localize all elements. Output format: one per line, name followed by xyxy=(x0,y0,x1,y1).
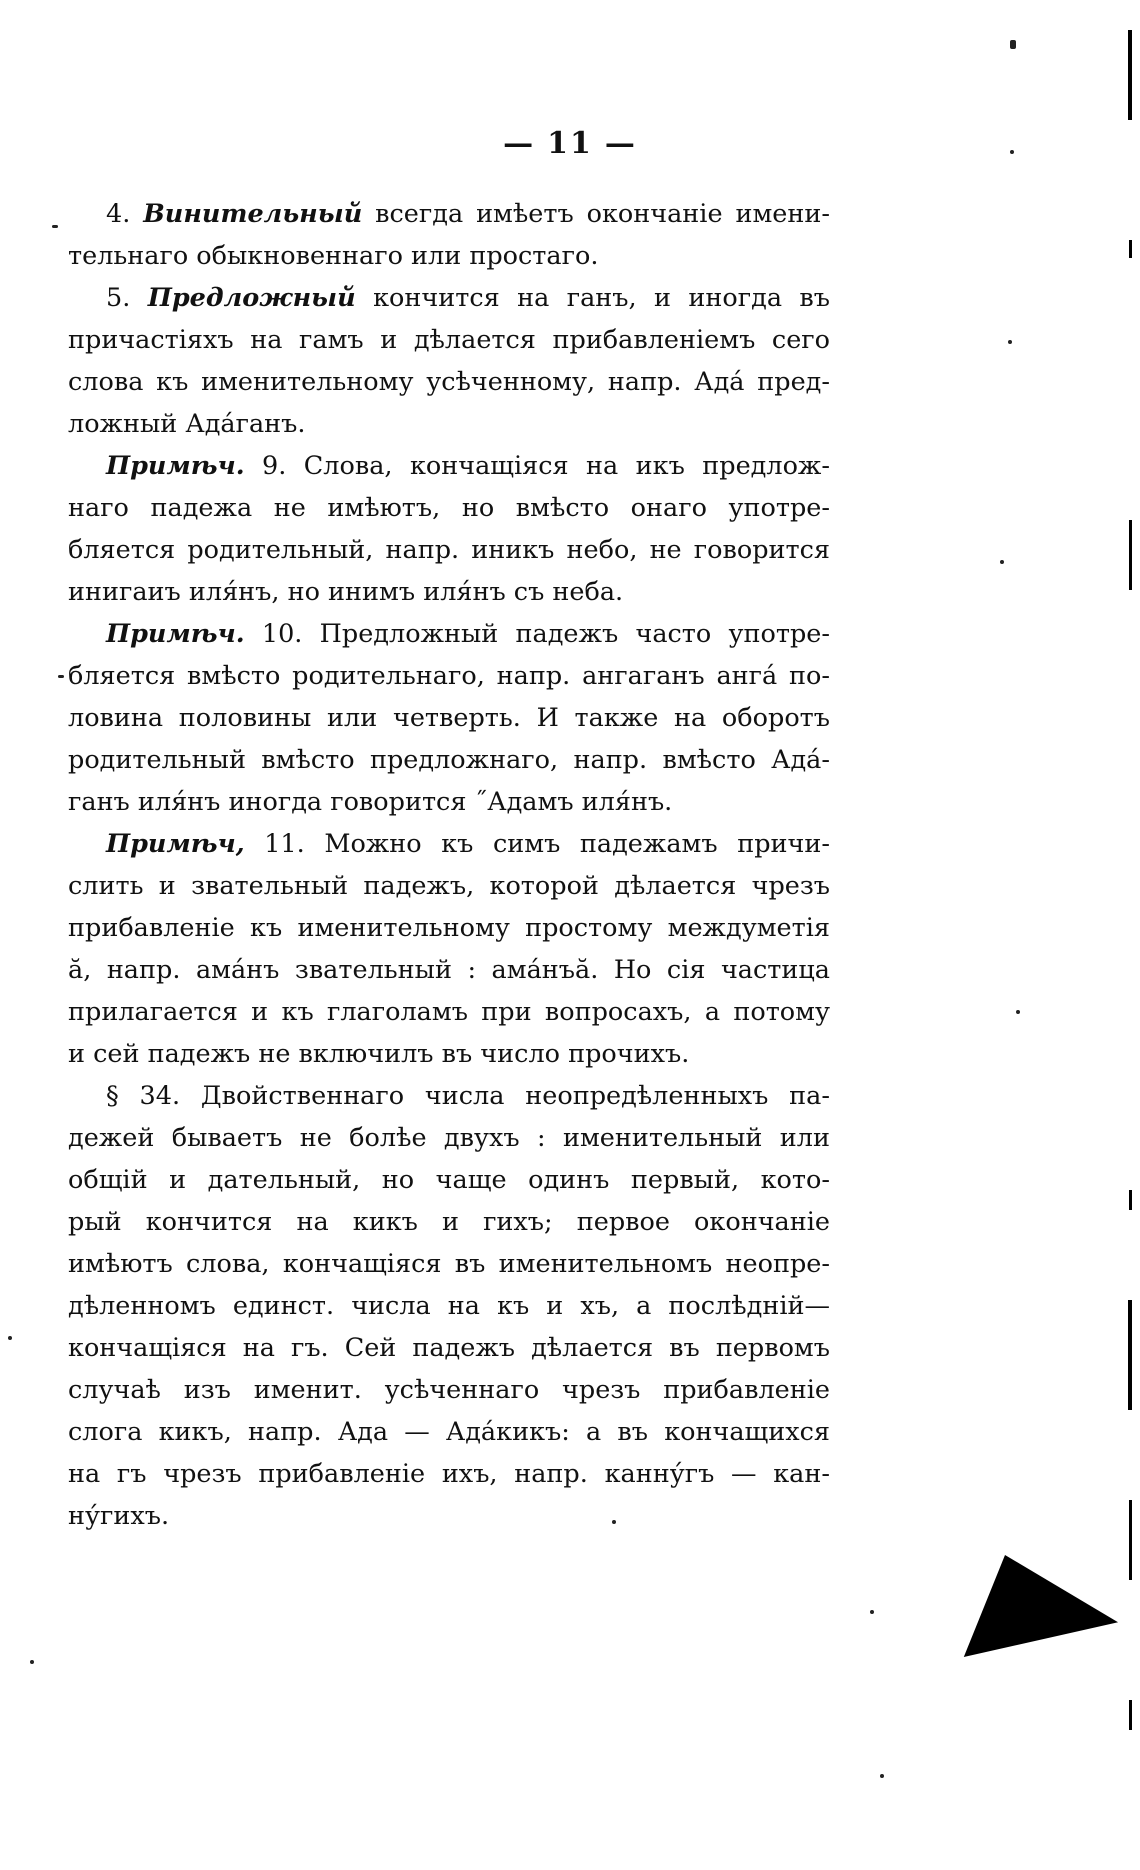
text-line: кончащіяся на гъ. Сей падежъ дѣлается въ первомъ xyxy=(68,1333,830,1363)
text-line: прибавленіе къ именительному простому междуметія xyxy=(68,913,830,943)
scan-speck xyxy=(1008,340,1012,344)
text-line: ă, напр. ама́нъ звательный : ама́нъă. Но сія частица xyxy=(68,955,830,985)
header-dash-right: — xyxy=(604,126,637,161)
text-line: причастіяхъ на гамъ и дѣлается прибавленіемъ сего xyxy=(68,325,830,355)
text-line: ложный Ада́ганъ. xyxy=(68,409,306,439)
page-number: 11 xyxy=(547,126,593,161)
scan-speck xyxy=(52,225,58,228)
text-line: на гъ чрезъ прибавленіе ихъ, напр. канну́гъ — кан- xyxy=(68,1459,830,1489)
scan-shadow-wedge xyxy=(964,1555,1126,1706)
text-line: тельнаго обыкновеннаго или простаго. xyxy=(68,241,599,271)
text-line: дѣленномъ единст. числа на къ и хъ, а послѣдній— xyxy=(68,1291,830,1321)
text-line: Примѣч, 11. Можно къ симъ падежамъ причи- xyxy=(106,829,830,859)
scan-edge-mark xyxy=(1129,1190,1132,1210)
text-line: наго падежа не имѣютъ, но вмѣсто онаго употре- xyxy=(68,493,830,523)
note-label: Примѣч, xyxy=(106,829,245,859)
text-line: слога кикъ, напр. Ада — Ада́кикъ: а въ кончащихся xyxy=(68,1417,830,1447)
text-line: Примѣч. 9. Слова, кончащіяся на икъ предлож- xyxy=(106,451,830,481)
term-accusative: Винительный xyxy=(143,199,363,229)
text-line: имѣютъ слова, кончащіяся въ именительномъ неопре- xyxy=(68,1249,830,1279)
text-line: общій и дательный, но чаще одинъ первый, кото- xyxy=(68,1165,830,1195)
text-line: Примѣч. 10. Предложный падежъ часто употре- xyxy=(106,619,830,649)
text-line: слить и звательный падежъ, которой дѣлается чрезъ xyxy=(68,871,830,901)
text-line: 4. Винительный всегда имѣетъ окончаніе имени- xyxy=(106,199,830,229)
scan-speck xyxy=(58,675,64,678)
text-line: бляется родительный, напр. иникъ небо, не говорится xyxy=(68,535,830,565)
scan-speck xyxy=(612,1520,616,1524)
header-dash-left: — xyxy=(503,126,536,161)
scan-speck xyxy=(1010,150,1014,154)
text-line: прилагается и къ глаголамъ при вопросахъ, а потому xyxy=(68,997,830,1027)
term-prepositional: Предложный xyxy=(147,283,356,313)
scan-speck xyxy=(1016,1010,1020,1014)
scan-edge-mark xyxy=(1129,240,1132,258)
text-line: слова къ именительному усѣченному, напр. Ада́ пред- xyxy=(68,367,830,397)
scan-speck xyxy=(880,1774,884,1778)
scan-speck xyxy=(1010,40,1016,49)
text-line: ну́гихъ. xyxy=(68,1501,170,1531)
text-line: бляется вмѣсто родительнаго, напр. ангаганъ анга́ по- xyxy=(68,661,830,691)
note-label: Примѣч. xyxy=(106,451,245,481)
text-line: случаѣ изъ именит. усѣченнаго чрезъ прибавленіе xyxy=(68,1375,830,1405)
text-line: и сей падежъ не включилъ въ число прочихъ. xyxy=(68,1039,690,1069)
text-line: рый кончится на кикъ и гихъ; первое окончаніе xyxy=(68,1207,830,1237)
scan-edge-mark xyxy=(1128,30,1132,120)
scan-edge-mark xyxy=(1129,1500,1132,1580)
text-line: родительный вмѣсто предложнаго, напр. вмѣсто Ада́- xyxy=(68,745,830,775)
text-line: ганъ иля́нъ иногда говорится ˝Адамъ иля́нъ. xyxy=(68,787,673,817)
body-text xyxy=(68,193,830,1537)
scan-speck xyxy=(1000,560,1004,564)
scan-edge-mark xyxy=(1129,1700,1132,1730)
scan-edge-mark xyxy=(1129,520,1132,590)
page-header xyxy=(0,126,1140,161)
scan-edge-mark xyxy=(1128,1300,1132,1410)
note-label: Примѣч. xyxy=(106,619,245,649)
text-line: ловина половины или четверть. И также на оборотъ xyxy=(68,703,830,733)
scan-speck xyxy=(30,1660,34,1664)
text-line: дежей бываетъ не болѣе двухъ : именительный или xyxy=(68,1123,830,1153)
scan-speck xyxy=(8,1336,12,1340)
section-heading-line: § 34. Двойственнаго числа неопредѣленныхъ па- xyxy=(106,1081,830,1111)
text-line: инигаиъ иля́нъ, но инимъ иля́нъ съ неба. xyxy=(68,577,624,607)
text-line: 5. Предложный кончится на ганъ, и иногда въ xyxy=(106,283,831,313)
scan-speck xyxy=(870,1610,874,1614)
